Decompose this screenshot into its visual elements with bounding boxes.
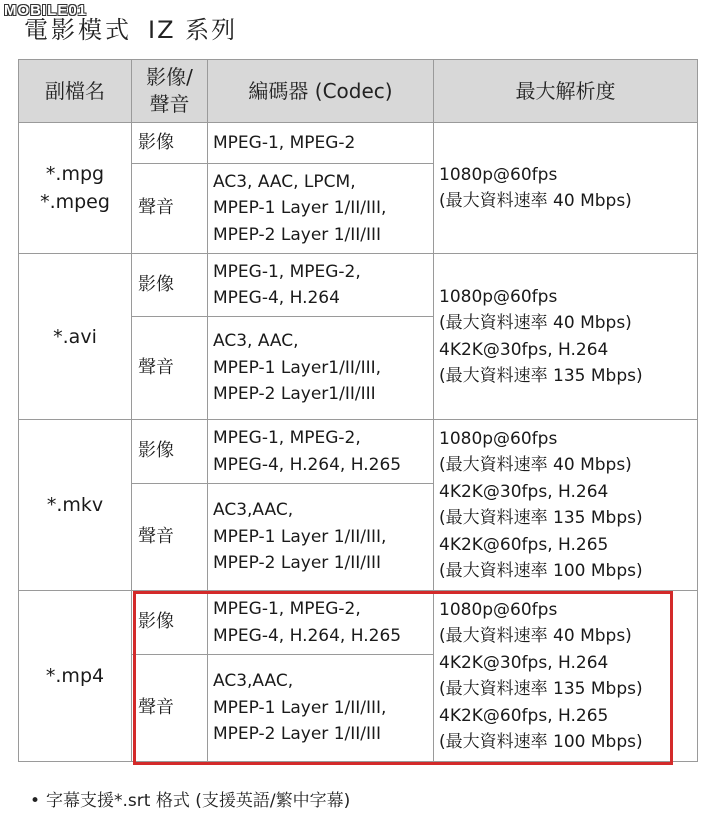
- ext-cell: [19, 420, 132, 591]
- codec-line: MPEP-2 Layer 1/II/III: [213, 224, 382, 245]
- resolution-line: (最大資料速率 40 Mbps): [439, 455, 632, 475]
- ext-line: *.mpg: [45, 163, 105, 185]
- resolution-cell: [434, 254, 698, 420]
- audio-codec-cell: [208, 655, 434, 762]
- codec-line: MPEP-2 Layer1/II/III: [213, 384, 376, 405]
- resolution-line: 4K2K@30fps, H.264: [439, 652, 609, 673]
- resolution-line: 1080p@60fps: [439, 428, 558, 449]
- codec-line: MPEP-2 Layer 1/II/III: [213, 553, 382, 574]
- ext-cell: [19, 123, 132, 254]
- ext-line: *.mpeg: [40, 191, 110, 213]
- header-codec: 編碼器 (Codec): [208, 60, 434, 123]
- resolution-line: 1080p@60fps: [439, 599, 558, 620]
- resolution-cell: [434, 591, 698, 762]
- codec-line: MPEP-2 Layer 1/II/III: [213, 724, 382, 745]
- title-mode: 電影模式: [24, 16, 132, 44]
- header-extension: 副檔名: [19, 60, 132, 123]
- video-label: 影像: [132, 123, 208, 164]
- codec-support-table: [18, 59, 698, 762]
- resolution-line: (最大資料速率 40 Mbps): [439, 313, 632, 333]
- table-row: [19, 591, 698, 655]
- resolution-line: (最大資料速率 100 Mbps): [439, 561, 643, 581]
- resolution-cell: [434, 420, 698, 591]
- codec-line: AC3,AAC,: [213, 500, 294, 521]
- resolution-line: (最大資料速率 135 Mbps): [439, 508, 643, 528]
- codec-line: MPEG-1, MPEG-2,: [213, 599, 361, 619]
- resolution-line: (最大資料速率 40 Mbps): [439, 626, 632, 646]
- video-codec-cell: [208, 123, 434, 164]
- audio-codec-cell: [208, 164, 434, 254]
- ext-line: *.avi: [53, 325, 97, 348]
- table-header-row: [19, 60, 698, 123]
- ext-line: *.mkv: [46, 494, 104, 516]
- codec-line: MPEG-1, MPEG-2,: [213, 261, 361, 282]
- video-codec-cell: [208, 254, 434, 317]
- audio-label: 聲音: [132, 655, 208, 762]
- codec-line: AC3, AAC, LPCM,: [213, 171, 356, 192]
- resolution-line: 4K2K@30fps, H.264: [439, 339, 609, 360]
- ext-line: *.mp4: [45, 665, 105, 687]
- resolution-line: 4K2K@60fps, H.265: [439, 705, 609, 726]
- subtitle-support-note: [30, 786, 350, 811]
- watermark-logo: MOBILE01: [4, 2, 88, 19]
- table-row: [19, 254, 698, 317]
- ext-cell: [19, 591, 132, 762]
- header-resolution: 最大解析度: [434, 60, 698, 123]
- codec-line: MPEG-1, MPEG-2,: [213, 428, 361, 448]
- video-label: 影像: [132, 420, 208, 484]
- codec-line: MPEG-1, MPEG-2: [213, 132, 356, 153]
- audio-codec-cell: [208, 317, 434, 420]
- header-type-line: 聲音: [149, 92, 190, 116]
- resolution-line: 1080p@60fps: [439, 286, 558, 307]
- codec-line: MPEG-4, H.264, H.265: [213, 454, 402, 475]
- table-row: [19, 123, 698, 164]
- video-label: 影像: [132, 254, 208, 317]
- resolution-line: 4K2K@30fps, H.264: [439, 481, 609, 502]
- audio-label: 聲音: [132, 317, 208, 420]
- codec-line: MPEP-1 Layer 1/II/III,: [213, 697, 387, 718]
- table-row: [19, 420, 698, 484]
- bullet-icon: •: [30, 791, 41, 811]
- video-label: 影像: [132, 591, 208, 655]
- audio-label: 聲音: [132, 484, 208, 591]
- header-type: [132, 60, 208, 123]
- codec-line: MPEG-4, H.264, H.265: [213, 625, 402, 646]
- resolution-line: (最大資料速率 135 Mbps): [439, 679, 643, 699]
- codec-line: MPEP-1 Layer1/II/III,: [213, 357, 382, 378]
- video-codec-cell: [208, 420, 434, 484]
- audio-label: 聲音: [132, 164, 208, 254]
- video-codec-cell: [208, 591, 434, 655]
- title-series: IZ 系列: [148, 16, 238, 44]
- header-type-line: 影像/: [146, 65, 193, 89]
- ext-cell: [19, 254, 132, 420]
- codec-line: AC3, AAC,: [213, 331, 299, 352]
- resolution-cell: [434, 123, 698, 254]
- resolution-line: (最大資料速率 135 Mbps): [439, 366, 643, 386]
- codec-line: MPEP-1 Layer 1/II/III,: [213, 526, 387, 547]
- resolution-line: 1080p@60fps: [439, 164, 558, 185]
- codec-line: MPEG-4, H.264: [213, 288, 340, 308]
- resolution-line: 4K2K@60fps, H.265: [439, 534, 609, 555]
- audio-codec-cell: [208, 484, 434, 591]
- codec-line: AC3,AAC,: [213, 671, 294, 692]
- resolution-line: (最大資料速率 40 Mbps): [439, 191, 632, 211]
- resolution-line: (最大資料速率 100 Mbps): [439, 732, 643, 752]
- codec-line: MPEP-1 Layer 1/II/III,: [213, 198, 387, 219]
- note-text: 字幕支援*.srt 格式 (支援英語/繁中字幕): [46, 791, 351, 811]
